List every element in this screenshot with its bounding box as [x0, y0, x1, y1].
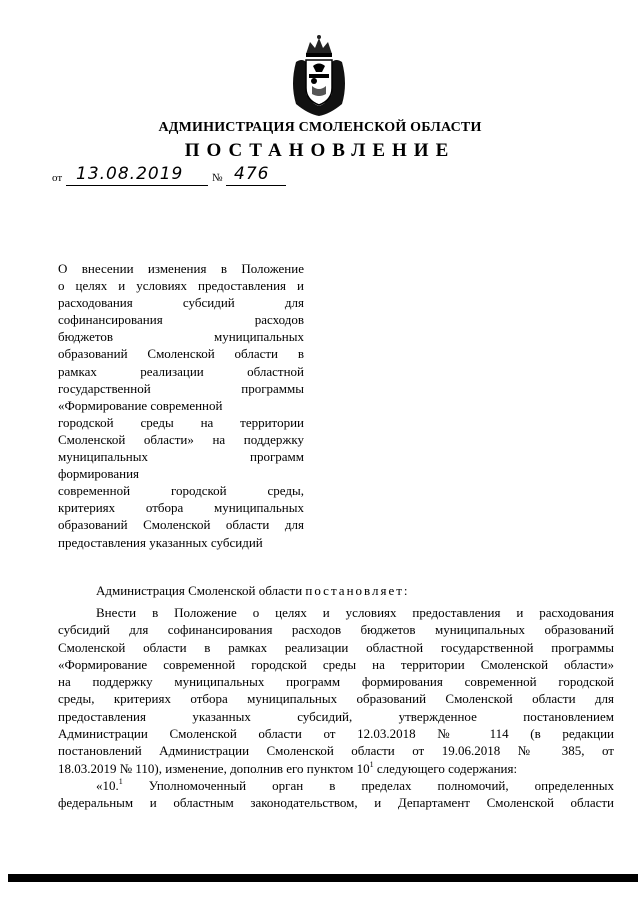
body-line: Администрации Смоленской области от 12.03.2018 № 114 (в редакции: [58, 726, 614, 742]
body-line: Смоленской области в рамках реализации областной государственной программы: [58, 639, 614, 655]
subject-line: образований Смоленской области для: [58, 517, 304, 533]
body-text: Уполномоченный орган в пределах полномочий, определенных: [122, 777, 614, 793]
date-underline: [66, 185, 208, 186]
subject-line: софинансирования расходов: [58, 312, 304, 328]
number-handwritten: 476: [234, 164, 270, 184]
superscript: 1: [369, 759, 374, 769]
body-text: «10.: [96, 777, 119, 793]
subject-line: расходования субсидий для: [58, 295, 304, 311]
body-line: среды, критериях отбора муниципальных образований Смоленской области для: [58, 691, 614, 707]
subject-line: государственной программы: [58, 380, 304, 396]
subject-line: «Формирование современной: [58, 397, 223, 413]
superscript: 1: [118, 776, 123, 786]
subject-line: рамках реализации областной: [58, 363, 304, 379]
body-text: следующего содержания:: [373, 760, 518, 776]
body-line: «Формирование современной городской среды на территории Смоленской области»: [58, 656, 614, 672]
organization-name: АДМИНИСТРАЦИЯ СМОЛЕНСКОЙ ОБЛАСТИ: [158, 120, 482, 135]
body-line: [58, 777, 614, 794]
body-line: субсидий для софинансирования расходов бюджетов муниципальных образований: [58, 622, 614, 638]
scan-bottom-border: [8, 874, 638, 882]
subject-line: предоставления указанных субсидий: [58, 534, 263, 550]
subject-line: муниципальных программ: [58, 449, 304, 465]
date-handwritten: 13.08.2019: [76, 164, 184, 184]
body-line: предоставления указанных субсидий, утвержденное постановлением: [58, 708, 614, 724]
subject-line: О внесении изменения в Положение: [58, 261, 304, 276]
registration-line: [52, 166, 292, 188]
date-label: от: [52, 172, 63, 184]
number-underline: [226, 185, 286, 186]
decree-statement: [96, 583, 410, 599]
body-line: федеральным и областным законодательством, и Департамент Смоленской области: [58, 795, 614, 811]
document-type-title: ПОСТАНОВЛЕНИЕ: [184, 140, 456, 161]
body-text: 18.03.2019 № 110), изменение, дополнив его пунктом 10: [58, 760, 370, 776]
number-label: №: [212, 172, 223, 184]
subject-line: формирования: [58, 466, 140, 482]
body-line: постановлений Администрации Смоленской области от 19.06.2018 № 385, от: [58, 743, 614, 759]
body-line: на поддержку муниципальных программ формирования современной городской: [58, 674, 614, 690]
subject-line: критериях отбора муниципальных: [58, 500, 304, 516]
subject-line: о целях и условиях предоставления и: [58, 278, 304, 294]
body-line: Внести в Положение о целях и условиях предоставления и расходования: [96, 605, 614, 620]
body-line: [58, 760, 614, 777]
coat-of-arms-emblem: [286, 34, 352, 118]
decree-verb: постановляет:: [305, 583, 410, 598]
decree-subject: Администрация Смоленской области: [96, 583, 303, 598]
subject-line: бюджетов муниципальных: [58, 329, 304, 345]
subject-line: Смоленской области» на поддержку: [58, 431, 304, 447]
subject-line: современной городской среды,: [58, 483, 304, 499]
subject-line: городской среды на территории: [58, 414, 304, 430]
subject-line: образований Смоленской области в: [58, 346, 304, 362]
decree-body: [58, 604, 614, 812]
document-subject: [58, 260, 304, 551]
